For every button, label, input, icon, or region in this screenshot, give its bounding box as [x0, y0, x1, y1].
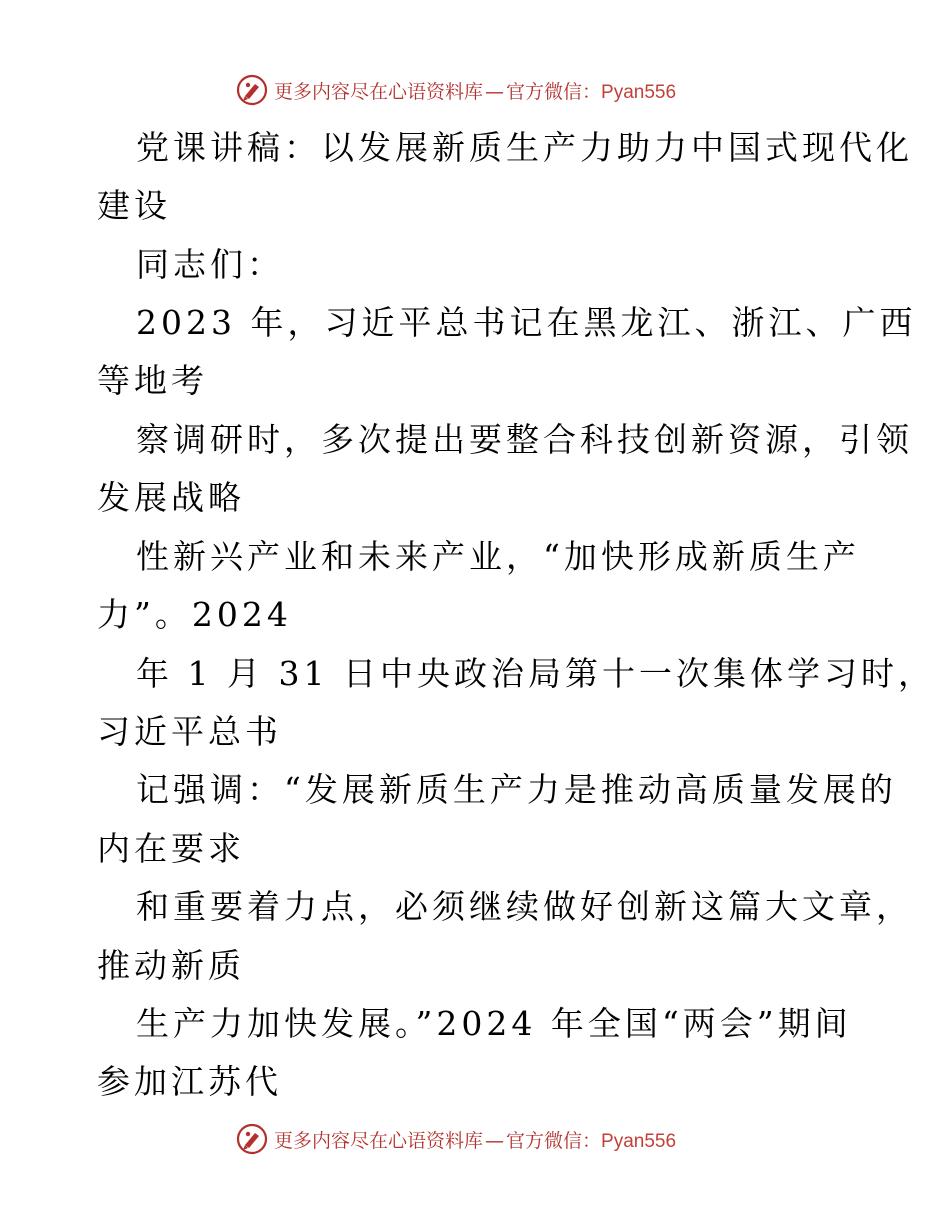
pen-nib-logo-icon [236, 1123, 268, 1155]
paragraph-line: 和重要着力点，必须继续做好创新这篇大文章， [136, 887, 913, 926]
paragraph-line: 内在要求 [97, 829, 245, 868]
banner-text [274, 1126, 676, 1153]
paragraph-line: 性新兴产业和未来产业，“加快形成新质生产 [136, 537, 860, 576]
paragraph-line: 力”。2024 [97, 595, 292, 634]
banner-dash: — [485, 1129, 505, 1152]
banner-wechat-id: Pyan556 [601, 81, 677, 103]
paragraph-line: 2023 年，习近平总书记在黑龙江、浙江、广西 [136, 303, 917, 342]
paragraph-line: 察调研时，多次提出要整合科技创新资源，引领 [136, 420, 913, 459]
banner-slogan: 更多内容尽在心语资料库 [274, 80, 484, 103]
paragraph-line: 年 1 月 31 日中央政治局第十一次集体学习时， [136, 654, 935, 693]
paragraph-line: 记强调：“发展新质生产力是推动高质量发展的 [136, 770, 897, 809]
banner-wechat-label: 官方微信： [506, 1129, 602, 1152]
salutation: 同志们： [136, 245, 284, 284]
document-title-line-2: 建设 [97, 186, 171, 225]
banner-wechat-label: 官方微信： [506, 80, 602, 103]
banner-wechat-id: Pyan556 [601, 1130, 677, 1152]
document-title-line-1: 党课讲稿：以发展新质生产力助力中国式现代化 [136, 128, 913, 167]
paragraph-line: 推动新质 [97, 946, 245, 985]
paragraph-line: 习近平总书 [97, 712, 282, 751]
paragraph-line: 参加江苏代 [97, 1062, 282, 1101]
paragraph-line: 等地考 [97, 361, 208, 400]
banner-dash: — [485, 80, 505, 103]
paragraph-line: 生产力加快发展。”2024 年全国“两会”期间 [136, 1004, 852, 1043]
banner-slogan: 更多内容尽在心语资料库 [274, 1129, 484, 1152]
paragraph-line: 发展战略 [97, 478, 245, 517]
footer-banner [236, 1121, 716, 1157]
